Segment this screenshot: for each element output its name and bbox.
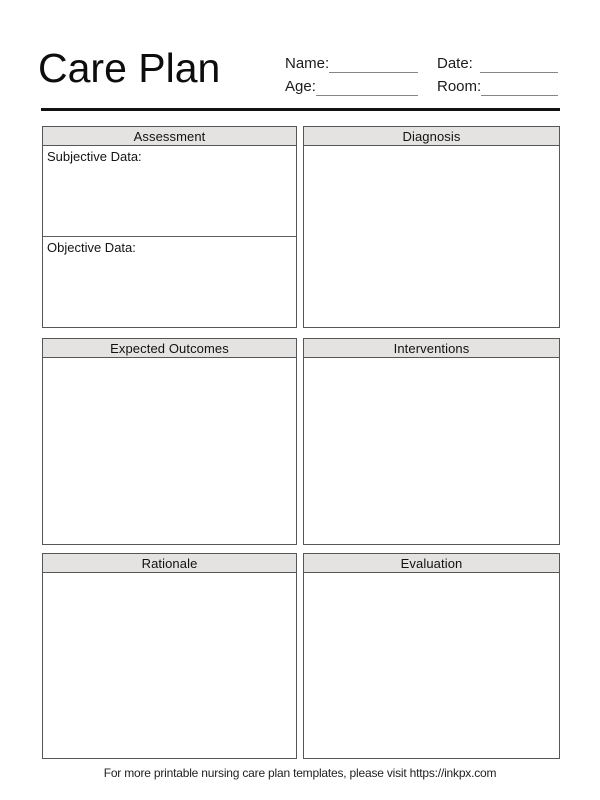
objective-data-area[interactable] — [43, 236, 296, 327]
expected-outcomes-entry-area[interactable] — [43, 358, 296, 544]
header-divider-rule — [41, 108, 560, 111]
subjective-data-label: Subjective Data: — [47, 149, 142, 164]
section-box-interventions — [303, 338, 560, 545]
section-box-evaluation — [303, 553, 560, 759]
date-field-blank[interactable] — [480, 56, 558, 73]
name-field-label: Name: — [285, 55, 330, 72]
objective-data-label: Objective Data: — [47, 240, 136, 255]
patient-fields-right-column — [437, 50, 558, 96]
section-box-rationale — [42, 553, 297, 759]
rationale-header: Rationale — [43, 554, 296, 573]
age-field-label: Age: — [285, 78, 316, 95]
date-field-label: Date: — [437, 55, 473, 72]
patient-fields-left-column — [285, 50, 418, 96]
age-field-row — [285, 73, 418, 96]
date-field-row — [437, 50, 558, 73]
room-field-blank[interactable] — [481, 79, 558, 96]
assessment-body — [43, 146, 296, 327]
section-box-expected-outcomes — [42, 338, 297, 545]
section-box-diagnosis — [303, 126, 560, 328]
subjective-data-area[interactable] — [43, 146, 296, 236]
diagnosis-header: Diagnosis — [304, 127, 559, 146]
name-field-row — [285, 50, 418, 73]
diagnosis-entry-area[interactable] — [304, 146, 559, 327]
evaluation-entry-area[interactable] — [304, 573, 559, 758]
room-field-label: Room: — [437, 78, 482, 95]
interventions-header: Interventions — [304, 339, 559, 358]
evaluation-header: Evaluation — [304, 554, 559, 573]
rationale-entry-area[interactable] — [43, 573, 296, 758]
interventions-entry-area[interactable] — [304, 358, 559, 544]
name-field-blank[interactable] — [329, 56, 418, 73]
room-field-row — [437, 73, 558, 96]
assessment-header: Assessment — [43, 127, 296, 146]
footer-credit-text: For more printable nursing care plan templates, please visit https://inkpx.com — [103, 766, 497, 780]
section-box-assessment — [42, 126, 297, 328]
age-field-blank[interactable] — [316, 79, 418, 96]
page-title: Care Plan — [38, 45, 221, 91]
expected-outcomes-header: Expected Outcomes — [43, 339, 296, 358]
